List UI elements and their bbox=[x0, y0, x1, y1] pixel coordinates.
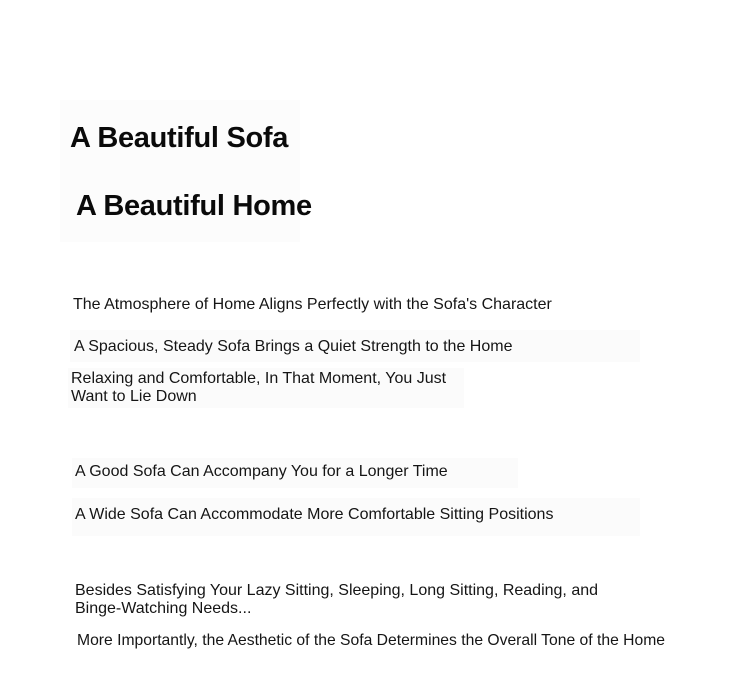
besides-text-line-2: Binge-Watching Needs... bbox=[75, 600, 252, 617]
besides-text-line-1: Besides Satisfying Your Lazy Sitting, Sleeping, Long Sitting, Reading, and bbox=[75, 582, 599, 599]
relaxing-text bbox=[71, 370, 446, 406]
headline-line-2: A Beautiful Home bbox=[76, 190, 312, 222]
spacious-text: A Spacious, Steady Sofa Brings a Quiet Strength to the Home bbox=[74, 338, 513, 355]
headline-line-1: A Beautiful Sofa bbox=[70, 122, 289, 154]
aesthetic-text: More Importantly, the Aesthetic of the Sofa Determines the Overall Tone of the Home bbox=[77, 632, 665, 649]
atmosphere-text: The Atmosphere of Home Aligns Perfectly with the Sofa's Character bbox=[73, 296, 552, 313]
besides-text bbox=[75, 582, 598, 618]
relaxing-text-line-1: Relaxing and Comfortable, In That Moment, You Just bbox=[71, 370, 447, 387]
relaxing-text-line-2: Want to Lie Down bbox=[71, 388, 197, 405]
good-sofa-text: A Good Sofa Can Accompany You for a Longer Time bbox=[75, 463, 448, 480]
wide-sofa-text: A Wide Sofa Can Accommodate More Comfortable Sitting Positions bbox=[75, 506, 554, 523]
